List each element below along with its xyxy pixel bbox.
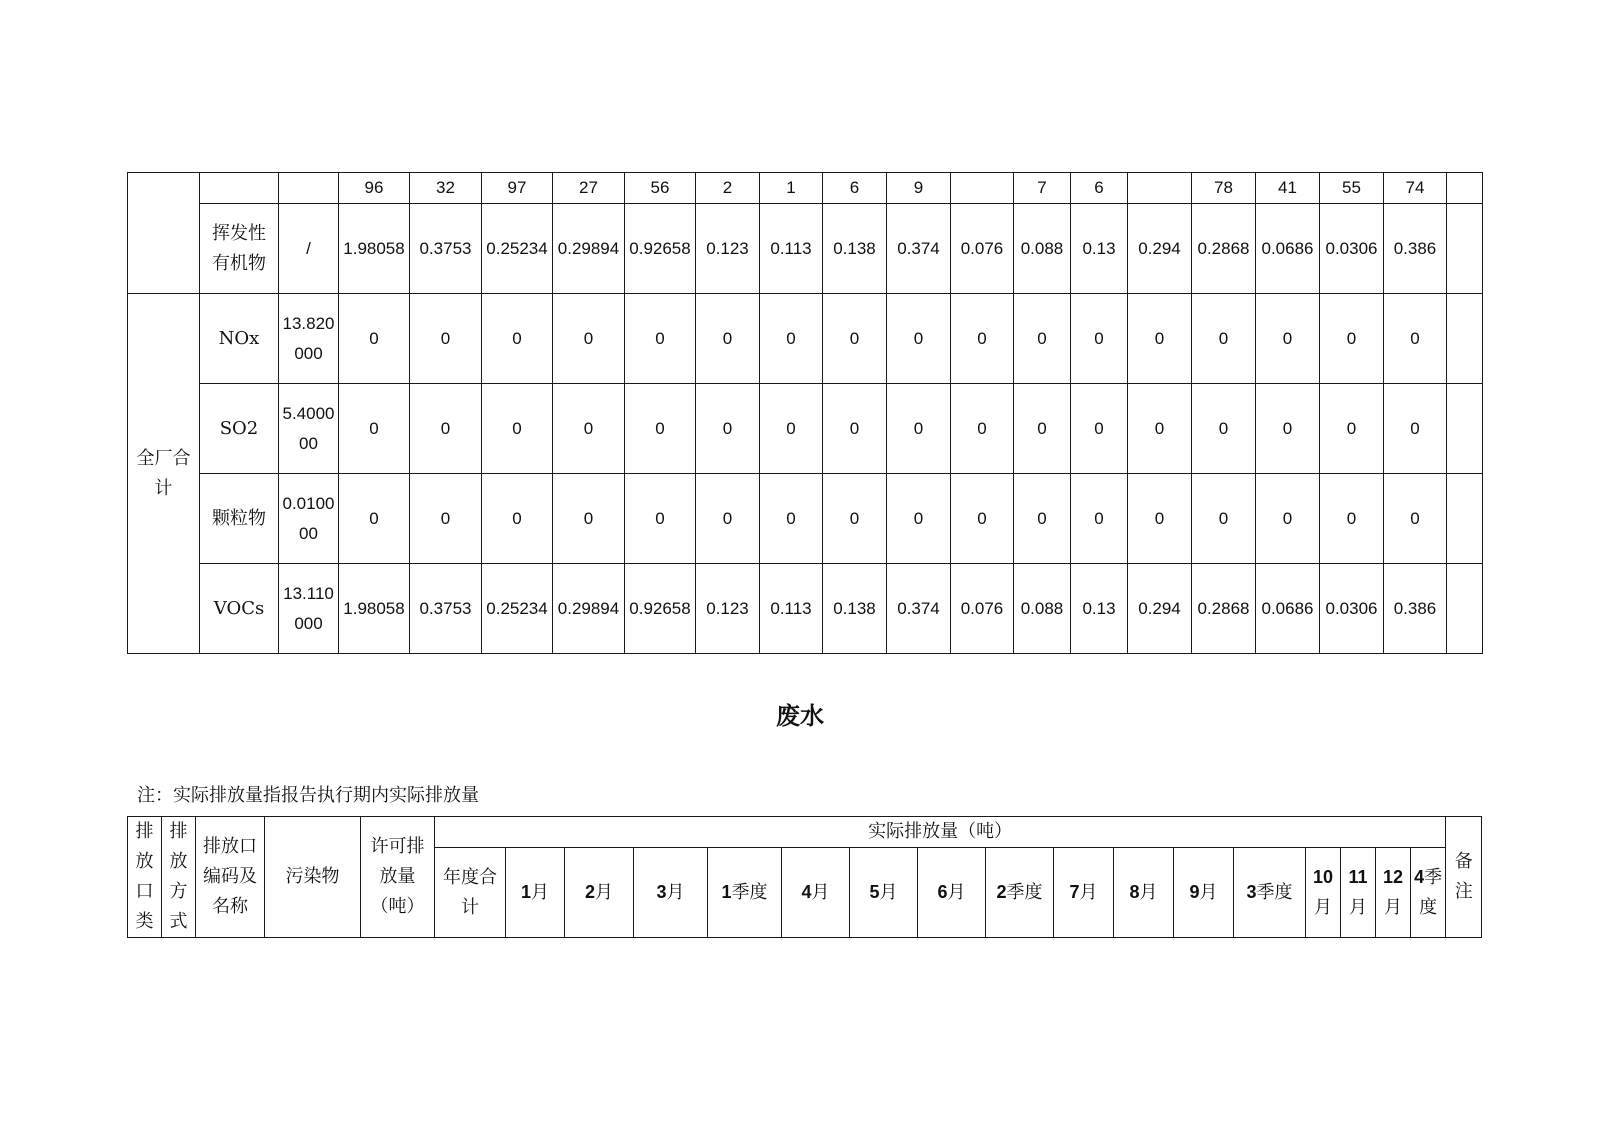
pollutant-name: NOx: [200, 294, 279, 384]
permit-header: 许可排放量（吨）: [361, 817, 435, 938]
month-number: 11: [1348, 867, 1368, 887]
table-cell: 0: [1128, 384, 1192, 474]
table-cell: 96: [339, 173, 410, 204]
month-unit: 月: [811, 882, 830, 903]
month-header: [782, 848, 850, 938]
month-unit: 月: [1079, 882, 1098, 903]
table-cell: 0: [339, 384, 410, 474]
outlet-code-header: 排放口编码及名称: [196, 817, 265, 938]
month-number: 12: [1382, 867, 1404, 887]
quarter-number: 2: [996, 882, 1007, 902]
month-number: 8: [1129, 882, 1140, 902]
remark-cell: [1447, 564, 1483, 654]
table-cell: 0: [1384, 384, 1447, 474]
table-cell: 0.29894: [553, 204, 625, 294]
table-cell: 0: [1128, 294, 1192, 384]
month-unit: 月: [666, 882, 685, 903]
table-cell: 0.138: [823, 204, 887, 294]
actual-emission-header: 实际排放量（吨）: [435, 817, 1446, 848]
pollutant-name: 挥发性有机物: [200, 204, 279, 294]
remark-header: 备注: [1446, 817, 1482, 938]
pollutant-name: SO2: [200, 384, 279, 474]
table-cell: 97: [482, 173, 553, 204]
annual-total-header: 年度合计: [435, 848, 506, 938]
table-cell: 0.294: [1128, 204, 1192, 294]
plant-total-label: 全厂合计: [128, 294, 200, 654]
table-cell: 0: [1256, 474, 1320, 564]
table-cell: 0.123: [696, 204, 760, 294]
table-cell: 0.2868: [1192, 564, 1256, 654]
month-number: 2: [584, 882, 595, 902]
month-unit: 月: [1349, 897, 1367, 918]
table-cell: [1128, 173, 1192, 204]
quarter-unit: 季度: [1256, 882, 1293, 903]
quarter-header: [1234, 848, 1306, 938]
table-cell: 0: [1320, 384, 1384, 474]
quarter-unit: 季度: [1006, 882, 1043, 903]
table-cell: 0: [1071, 474, 1128, 564]
pollutant-name: VOCs: [200, 564, 279, 654]
month-number: 6: [937, 882, 948, 902]
table-cell: 0: [1071, 384, 1128, 474]
table-cell: 0: [760, 294, 823, 384]
table-cell: 0.92658: [625, 564, 696, 654]
top-continuation-row: [128, 173, 1483, 204]
table-row: [128, 294, 1483, 384]
table-cell: 78: [1192, 173, 1256, 204]
table-cell: 0: [1320, 474, 1384, 564]
table-cell: 0.0306: [1320, 564, 1384, 654]
table-cell: 0.123: [696, 564, 760, 654]
table-cell: 0.076: [951, 564, 1014, 654]
table-cell: 0.138: [823, 564, 887, 654]
month-header: [565, 848, 634, 938]
table-cell: 0: [1256, 294, 1320, 384]
permit-value: 5.400000: [279, 384, 339, 474]
table-cell: 9: [887, 173, 951, 204]
table-cell: 0: [625, 474, 696, 564]
month-number: 1: [520, 882, 531, 902]
air-emission-table: [127, 172, 1483, 654]
table-cell: 0: [1014, 294, 1071, 384]
month-header: [506, 848, 565, 938]
permit-value: 13.110000: [279, 564, 339, 654]
month-header: [850, 848, 918, 938]
month-header: [1054, 848, 1114, 938]
table-cell: 0: [625, 294, 696, 384]
table-cell: 27: [553, 173, 625, 204]
table-row: [128, 384, 1483, 474]
blank-cell: [128, 173, 200, 294]
table-cell: 0: [951, 294, 1014, 384]
wastewater-table: [127, 816, 1482, 938]
month-number: 10: [1312, 867, 1334, 887]
table-cell: 0.3753: [410, 564, 482, 654]
table-cell: 41: [1256, 173, 1320, 204]
month-number: 5: [869, 882, 880, 902]
table-cell: 0.386: [1384, 564, 1447, 654]
table-cell: 0: [760, 384, 823, 474]
table-cell: 0: [696, 474, 760, 564]
table-cell: 0: [410, 474, 482, 564]
table-cell: 0.374: [887, 204, 951, 294]
month-unit: 月: [1199, 882, 1218, 903]
month-header: [1376, 848, 1411, 938]
table-row: [128, 564, 1483, 654]
table-cell: 0: [1256, 384, 1320, 474]
table-cell: 0: [482, 474, 553, 564]
month-unit: 月: [595, 882, 613, 903]
pollutant-name: 颗粒物: [200, 474, 279, 564]
month-unit: 月: [531, 882, 549, 903]
month-header: [634, 848, 708, 938]
quarter-unit: 季度: [1419, 867, 1443, 918]
month-number: 4: [801, 882, 812, 902]
table-cell: 0.92658: [625, 204, 696, 294]
table-cell: 0: [339, 294, 410, 384]
table-cell: 0: [1192, 384, 1256, 474]
month-header: [1114, 848, 1174, 938]
month-number: 9: [1189, 882, 1200, 902]
table-cell: 0.0686: [1256, 564, 1320, 654]
month-header: [1306, 848, 1341, 938]
table-cell: 0: [1192, 474, 1256, 564]
table-cell: 6: [1071, 173, 1128, 204]
permit-value: /: [279, 204, 339, 294]
quarter-unit: 季度: [731, 882, 768, 903]
table-cell: 0.25234: [482, 204, 553, 294]
permit-value: 0.010000: [279, 474, 339, 564]
quarter-number: 4: [1414, 867, 1425, 887]
remark-cell: [1447, 474, 1483, 564]
table-cell: 0.0686: [1256, 204, 1320, 294]
table-cell: 0.076: [951, 204, 1014, 294]
quarter-header: [1411, 848, 1446, 938]
month-unit: 月: [947, 882, 966, 903]
table-cell: 0: [1071, 294, 1128, 384]
table-cell: 0.25234: [482, 564, 553, 654]
table-cell: [200, 173, 279, 204]
table-cell: 0: [887, 294, 951, 384]
table-row: [128, 204, 1483, 294]
table-cell: 0: [1014, 474, 1071, 564]
table-cell: 0.113: [760, 564, 823, 654]
table-cell: 0.0306: [1320, 204, 1384, 294]
table-cell: 0: [1014, 384, 1071, 474]
month-header: [1174, 848, 1234, 938]
table-cell: 0: [410, 294, 482, 384]
table-cell: 0: [339, 474, 410, 564]
table-cell: 0.113: [760, 204, 823, 294]
table-cell: 0.386: [1384, 204, 1447, 294]
table-row: [128, 474, 1483, 564]
table-cell: 0.29894: [553, 564, 625, 654]
table-cell: 2: [696, 173, 760, 204]
table-cell: 55: [1320, 173, 1384, 204]
table-cell: 0: [1128, 474, 1192, 564]
table-cell: [279, 173, 339, 204]
table-cell: 0: [760, 474, 823, 564]
table-cell: 0.088: [1014, 564, 1071, 654]
table-cell: 0: [951, 474, 1014, 564]
table-cell: 0: [696, 384, 760, 474]
table-cell: 74: [1384, 173, 1447, 204]
month-number: 3: [656, 882, 667, 902]
remark-cell: [1447, 294, 1483, 384]
table-cell: 0: [553, 384, 625, 474]
table-cell: 0: [625, 384, 696, 474]
table-cell: 0: [823, 294, 887, 384]
table-cell: 0: [951, 384, 1014, 474]
table-cell: 1.98058: [339, 564, 410, 654]
month-number: 7: [1069, 882, 1080, 902]
table-cell: 0: [553, 474, 625, 564]
permit-value: 13.820000: [279, 294, 339, 384]
table-cell: 7: [1014, 173, 1071, 204]
table-note: 注：实际排放量指报告执行期内实际排放量: [137, 785, 479, 806]
month-header: [918, 848, 986, 938]
remark-cell: [1447, 384, 1483, 474]
section-title: 废水: [776, 702, 824, 730]
table-cell: 0.13: [1071, 204, 1128, 294]
table-cell: 0: [1320, 294, 1384, 384]
table-cell: 56: [625, 173, 696, 204]
table-cell: [951, 173, 1014, 204]
table-cell: 1: [760, 173, 823, 204]
table-cell: 32: [410, 173, 482, 204]
table-cell: 0: [887, 474, 951, 564]
table-cell: 0.088: [1014, 204, 1071, 294]
table-cell: 0.294: [1128, 564, 1192, 654]
quarter-number: 3: [1246, 882, 1257, 902]
table-cell: 0: [823, 474, 887, 564]
month-unit: 月: [879, 882, 898, 903]
header-row: [128, 817, 1482, 848]
table-cell: 0: [410, 384, 482, 474]
pollutant-header: 污染物: [265, 817, 361, 938]
month-unit: 月: [1384, 897, 1402, 918]
table-cell: 0.2868: [1192, 204, 1256, 294]
quarter-number: 1: [721, 882, 732, 902]
table-cell: 0: [696, 294, 760, 384]
table-cell: 0: [1192, 294, 1256, 384]
table-cell: 0: [1384, 294, 1447, 384]
outlet-type-header: 排放口类: [128, 817, 162, 938]
table-cell: 0: [482, 384, 553, 474]
table-cell: 0: [553, 294, 625, 384]
quarter-header: [708, 848, 782, 938]
month-unit: 月: [1139, 882, 1158, 903]
table-cell: 0: [887, 384, 951, 474]
table-cell: [1447, 173, 1483, 204]
quarter-header: [986, 848, 1054, 938]
discharge-method-header: 排放方式: [162, 817, 196, 938]
table-cell: 0: [823, 384, 887, 474]
month-unit: 月: [1314, 897, 1332, 918]
table-cell: 0.13: [1071, 564, 1128, 654]
remark-cell: [1447, 204, 1483, 294]
month-header: [1341, 848, 1376, 938]
table-cell: 1.98058: [339, 204, 410, 294]
table-cell: 0.374: [887, 564, 951, 654]
table-cell: 0: [1384, 474, 1447, 564]
table-cell: 6: [823, 173, 887, 204]
table-cell: 0: [482, 294, 553, 384]
table-cell: 0.3753: [410, 204, 482, 294]
